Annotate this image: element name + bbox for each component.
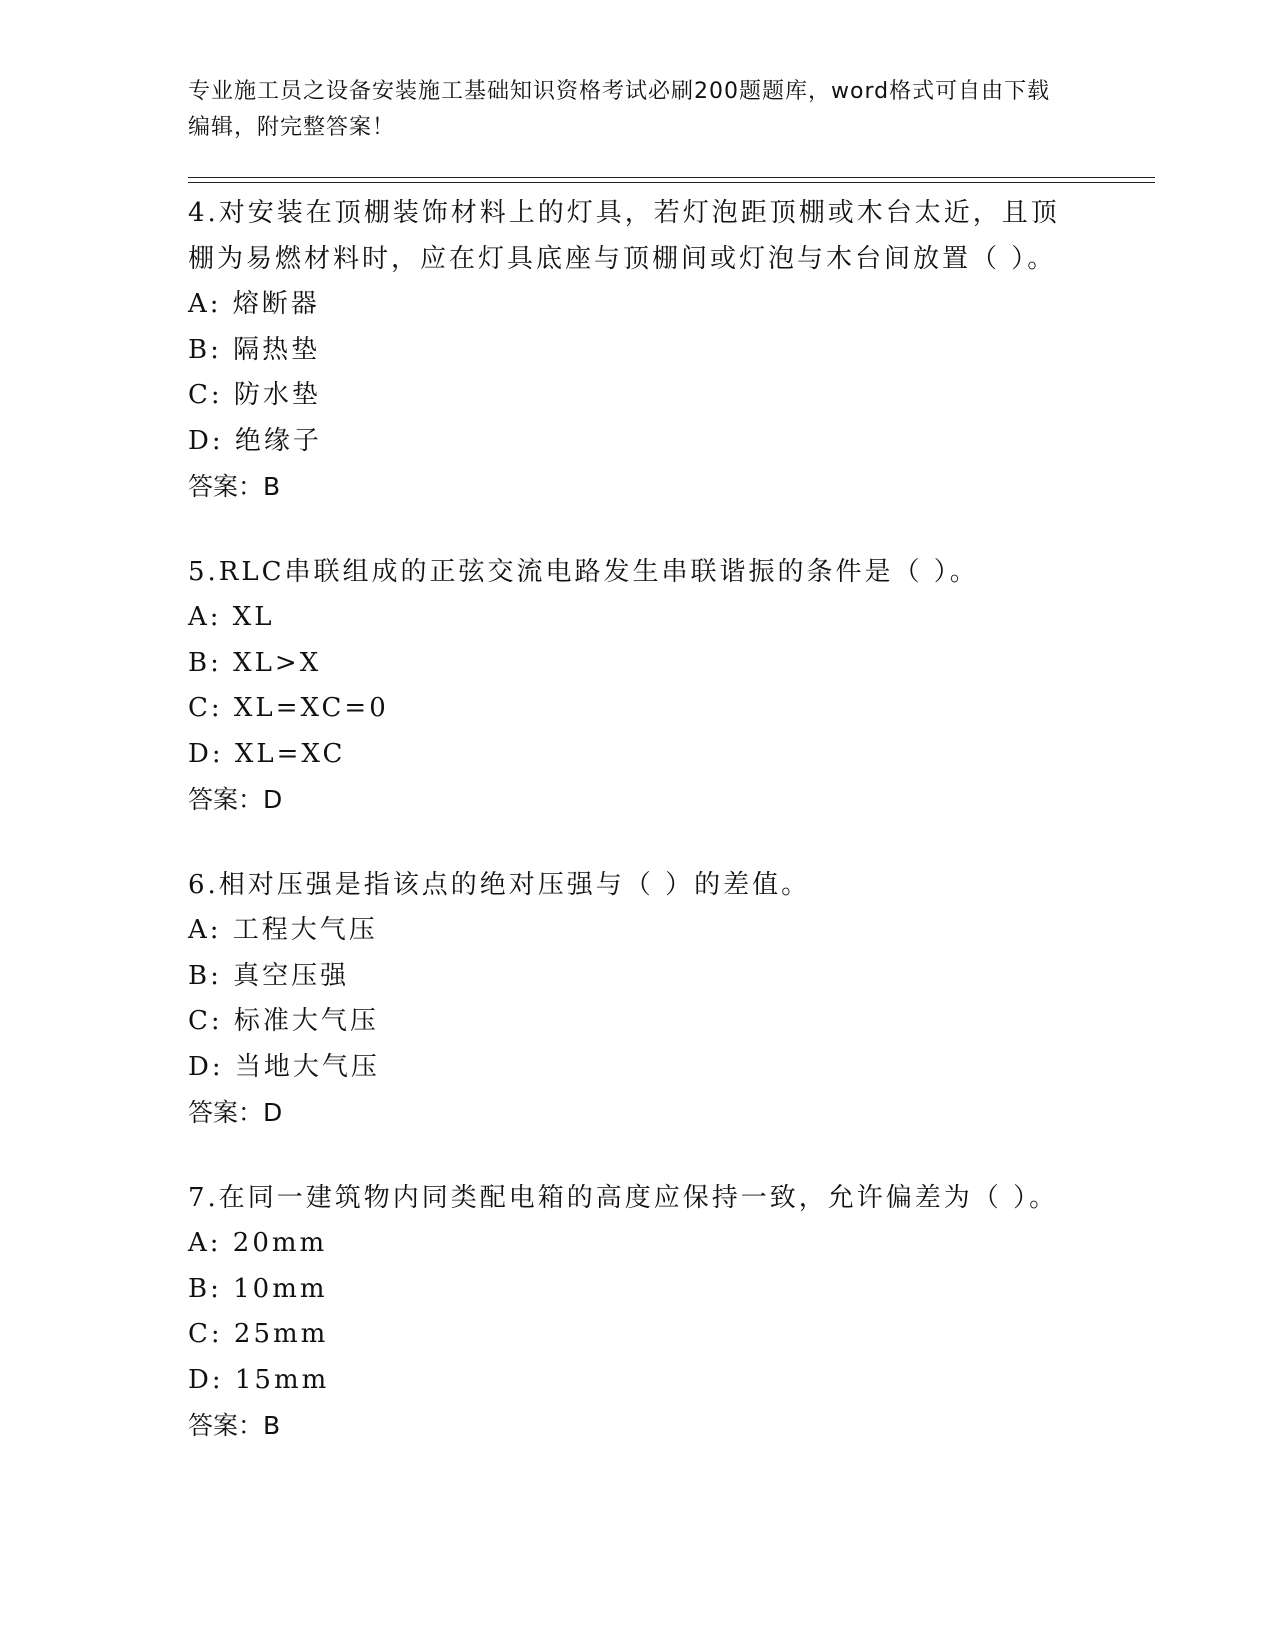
- header-divider-top: [188, 177, 1155, 178]
- question-4: [188, 190, 1088, 509]
- option-b: B: 真空压强: [188, 960, 350, 991]
- answer-label: 答案：: [188, 785, 264, 814]
- question-list: [188, 190, 1088, 1488]
- answer-line: [188, 777, 1088, 822]
- option-a: A: XL: [188, 602, 275, 632]
- question-stem: 5.RLC串联组成的正弦交流电路发生串联谐振的条件是（ ）。: [188, 557, 979, 587]
- answer-label: 答案：: [188, 1098, 264, 1127]
- answer-line: [188, 464, 1088, 509]
- answer-line: [188, 1403, 1088, 1448]
- option-b: B: 10mm: [188, 1273, 328, 1304]
- question-6: [188, 862, 1088, 1135]
- question-stem: 4.对安装在顶棚装饰材料上的灯具，若灯泡距顶棚或木台太近，且顶棚为易燃材料时，应在灯具底座与顶棚间或灯泡与木台间放置（ ）。: [188, 198, 1060, 274]
- answer-value: D: [263, 1098, 283, 1127]
- option-a: A: 20mm: [188, 1228, 328, 1258]
- answer-line: [188, 1090, 1088, 1135]
- option-d: D: XL=XC: [188, 738, 346, 769]
- question-7: [188, 1175, 1088, 1448]
- option-b: B: XL>X: [188, 647, 322, 678]
- question-5: [188, 549, 1088, 822]
- answer-label: 答案：: [188, 1411, 264, 1440]
- option-c: C: 25mm: [188, 1319, 329, 1349]
- answer-value: D: [263, 785, 283, 814]
- option-d: D: 绝缘子: [188, 425, 322, 456]
- option-c: C: XL=XC=0: [188, 693, 389, 723]
- option-d: D: 当地大气压: [188, 1051, 380, 1082]
- option-c: C: 防水垫: [188, 380, 321, 410]
- document-title: 专业施工员之设备安装施工基础知识资格考试必刷200题题库，word格式可自由下载编辑，附完整答案！: [188, 79, 1051, 140]
- question-stem: 6.相对压强是指该点的绝对压强与（ ）的差值。: [188, 870, 811, 900]
- option-a: A: 熔断器: [188, 289, 320, 319]
- answer-value: B: [263, 472, 281, 501]
- answer-value: B: [263, 1411, 281, 1440]
- question-stem: 7.在同一建筑物内同类配电箱的高度应保持一致，允许偏差为（ ）。: [188, 1183, 1059, 1213]
- option-a: A: 工程大气压: [188, 915, 378, 945]
- answer-label: 答案：: [188, 472, 264, 501]
- option-d: D: 15mm: [188, 1364, 330, 1395]
- option-c: C: 标准大气压: [188, 1006, 379, 1036]
- header-divider-bottom: [188, 182, 1155, 183]
- option-b: B: 隔热垫: [188, 334, 321, 365]
